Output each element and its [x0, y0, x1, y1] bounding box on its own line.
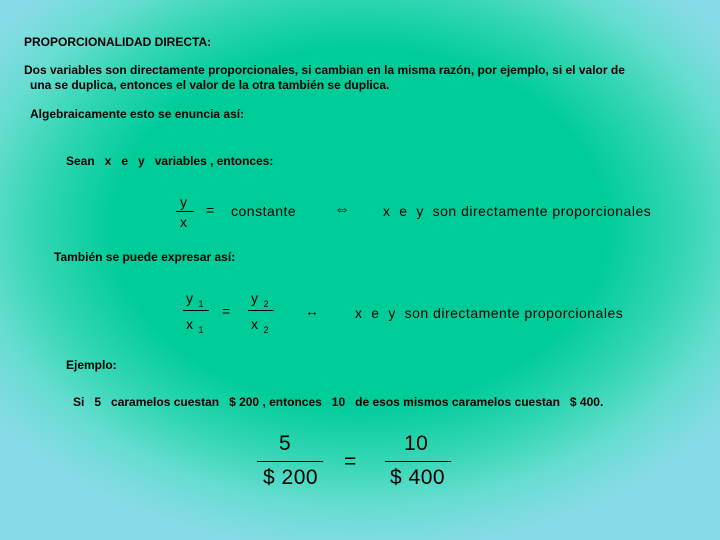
formula2-num1-sub: 1 [198, 298, 205, 309]
formula3-num2: 10 [404, 432, 429, 455]
example-label: Ejemplo: [66, 358, 117, 372]
page-title: PROPORCIONALIDAD DIRECTA: [24, 35, 212, 49]
formula2-den2-sub: 2 [263, 324, 270, 335]
formula2-den1-sub: 1 [198, 324, 205, 335]
formula1-fraction-bar [176, 211, 194, 212]
let-statement: Sean x e y variables , entonces: [66, 154, 274, 168]
formula1-denominator: x [180, 214, 188, 230]
formula2-fraction-bar-2 [248, 310, 274, 311]
formula3-den2: $ 400 [390, 466, 446, 489]
formula1-rhs: constante [231, 203, 297, 219]
formula2-num2: y [251, 290, 259, 306]
formula3-fraction-bar-1 [257, 461, 323, 462]
alt-intro: También se puede expresar así: [54, 250, 236, 264]
example-text: Si 5 caramelos cuestan $ 200 , entonces 10 de esos mismos caramelos cuestan $ 400. [73, 395, 604, 409]
definition-line-1: Dos variables son directamente proporcionales, si cambian en la misma razón, por ejemplo, si el valor de [24, 63, 625, 77]
formula1-conclusion: x e y son directamente proporcionales [383, 203, 652, 219]
formula2-num1: y [186, 290, 194, 306]
formula1-iff-icon: ⇔ [334, 201, 351, 218]
formula2-den2: x [251, 316, 259, 332]
formula1-numerator: y [180, 194, 188, 210]
formula3-den1: $ 200 [263, 466, 319, 489]
formula3-num1: 5 [279, 432, 292, 455]
formula3-equals: = [344, 450, 357, 473]
formula1-equals: = [206, 202, 215, 218]
formula2-iff-icon: ↔ [305, 303, 320, 319]
formula2-den1: x [186, 316, 194, 332]
algebraic-intro: Algebraicamente esto se enuncia así: [30, 107, 245, 121]
formula3-fraction-bar-2 [385, 461, 451, 462]
formula2-num2-sub: 2 [263, 298, 270, 309]
formula2-fraction-bar-1 [183, 310, 209, 311]
definition-line-2: una se duplica, entonces el valor de la otra también se duplica. [30, 78, 390, 92]
formula2-equals: = [222, 303, 231, 319]
formula2-conclusion: x e y son directamente proporcionales [355, 305, 624, 321]
